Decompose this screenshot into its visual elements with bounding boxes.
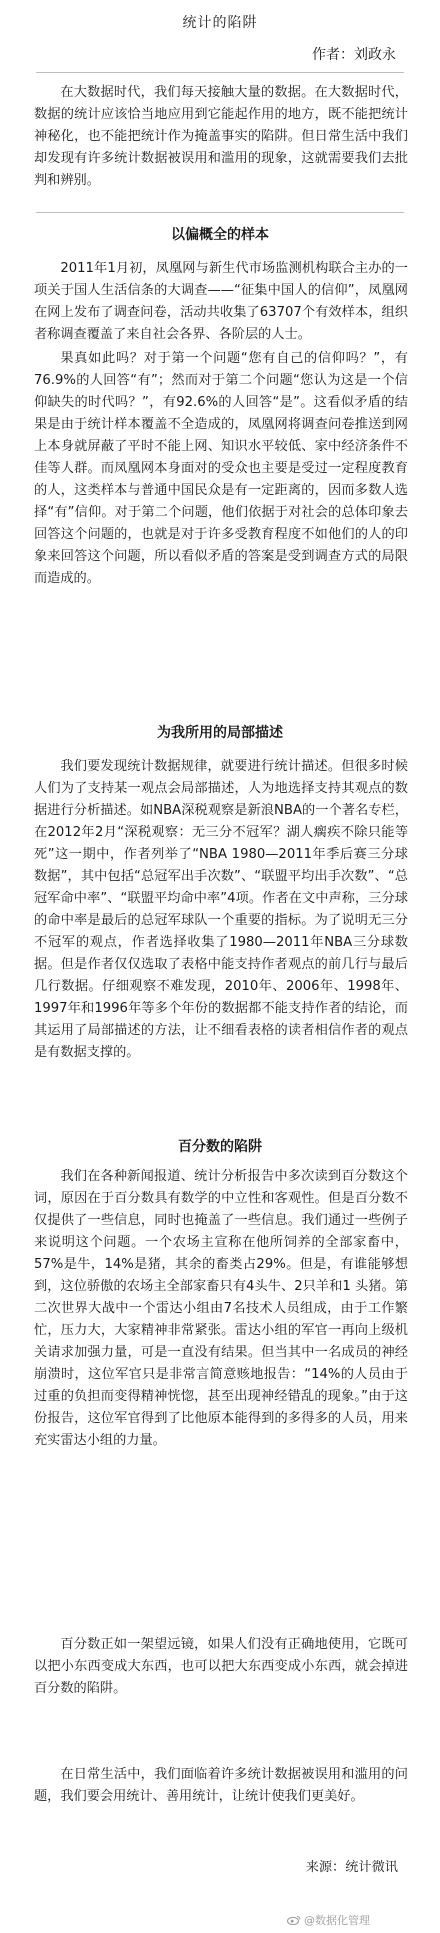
- section-paragraph: 我们在各种新闻报道、统计分析报告中多次读到百分数这个词，原因在于百分数具有数学的中立性和客观性。但是百分数不仅提供了一些信息，同时也掩盖了一些信息。我们通过一些例子来说明这个问题。一个农场主宣称在他所饲养的全部家畜中，57%是牛，14%是猪，其余的畜类占29%。但是，有谁能够想到，这位骄傲的农场主全部家畜只有4头牛、2只羊和1 头猪。第二次世界大战中一个雷达小组由7名技术人员组成，由于工作繁忙，压力大，大家精神非常紧张。雷达小组的军官一再向上级机关请求加强力量，可是一直没有结果。但当其中一名成员的神经崩溃时，这位军官只是非常言简意赅地报告：“14%的人员由于过重的负担而变得精神恍惚，甚至出现神经错乱的现象。”由于这份报告，这位军官得到了比他原本能得到的多得多的人员，用来充实雷达小组的力量。: [34, 1169, 408, 1448]
- section-paragraph: 在日常生活中，我们面临着许多统计数据被误用和滥用的问题，我们要会用统计、善用统计，让统计使我们更美好。: [34, 1767, 408, 1804]
- article-author: 作者：刘政永: [312, 47, 396, 63]
- watermark: [287, 1912, 370, 1928]
- divider: [36, 72, 404, 73]
- section-heading-percentage: 百分数的陷阱: [178, 1139, 262, 1155]
- divider: [36, 212, 404, 213]
- section-heading-sample: 以偏概全的样本: [171, 227, 269, 243]
- section-heading-local-description: 为我所用的局部描述: [157, 725, 283, 741]
- section-paragraph: 2011年1月初，凤凰网与新生代市场监测机构联合主办的一项关于国人生活信条的大调查——“征集中国人的信仰”，凤凰网在网上发布了调查问卷，活动共收集了63707个有效样本，组织者称调查覆盖了来自社会各界、各阶层的人士。: [34, 261, 408, 342]
- section-paragraph: 我们要发现统计数据规律，就要进行统计描述。但很多时候人们为了支持某一观点会局部描述，人为地选择支持其观点的数据进行分析描述。如NBA深税观察是新浪NBA的一个著名专栏，在2012年2月“深税观察：无三分不冠军？湖人瘸疾不除只能等死”这一期中，作者列举了“NBA 1980—2011年季后赛三分球数据”，其中包括“总冠军出手次数”、“联盟平均出手次数”、“总冠军命中率”、“联盟平均命中率”4项。作者在文中声称，三分球的命中率是最后的总冠军球队一个重要的指标。为了说明无三分不冠军的观点，作者选择收集了1980—2011年NBA三分球数据。但是作者仅仅选取了表格中能支持作者观点的前几行与最后几行数据。仔细观察不难发现，2010年、2006年、1998年、1997年和1996年等多个年份的数据都不能支持作者的结论，而其运用了局部描述的方法，让不细看表格的读者相信作者的观点是有数据支撑的。: [34, 759, 408, 1060]
- intro-paragraph: 在大数据时代，我们每天接触大量的数据。在大数据时代，数据的统计应该恰当地应用到它能起作用的地方，既不能把统计神秘化，也不能把统计作为掩盖事实的陷阱。但日常生活中我们却发现有许多统计数据被误用和滥用的现象，这就需要我们去批判和辨别。: [34, 85, 408, 188]
- section-paragraph: 果真如此吗？对于第一个问题“您有自己的信仰吗？”，有76.9%的人回答“有”；然而对于第二个问题“您认为这是一个信仰缺失的时代吗？”，有92.6%的人回答“是”。这看似矛盾的结果是由于统计样本覆盖不全造成的，凤凰网将调查问卷推送到网上本身就屏蔽了平时不能上网、知识水平较低、家中经济条件不佳等人群。而凤凰网本身面对的受众也主要是受过一定程度教育的人，这类样本与普通中国民众是有一定距离的，因而多数人选择“有”信仰。对于第二个问题，他们依据于对社会的总体印象去回答这个问题的，也就是对于许多受教育程度不如他们的人的印象来回答这个问题，所以看似矛盾的答案是受到调查方式的局限而造成的。: [34, 351, 408, 586]
- section-paragraph: 百分数正如一架望远镜，如果人们没有正确地使用，它既可以把小东西变成大东西，也可以把大东西变成小东西，就会掉进百分数的陷阱。: [34, 1637, 408, 1696]
- article-source: 来源：统计微讯: [305, 1860, 398, 1875]
- weibo-icon: [287, 1915, 301, 1925]
- article-title: 统计的陷阱: [182, 15, 258, 31]
- watermark-text: @数据化管理: [304, 1914, 370, 1927]
